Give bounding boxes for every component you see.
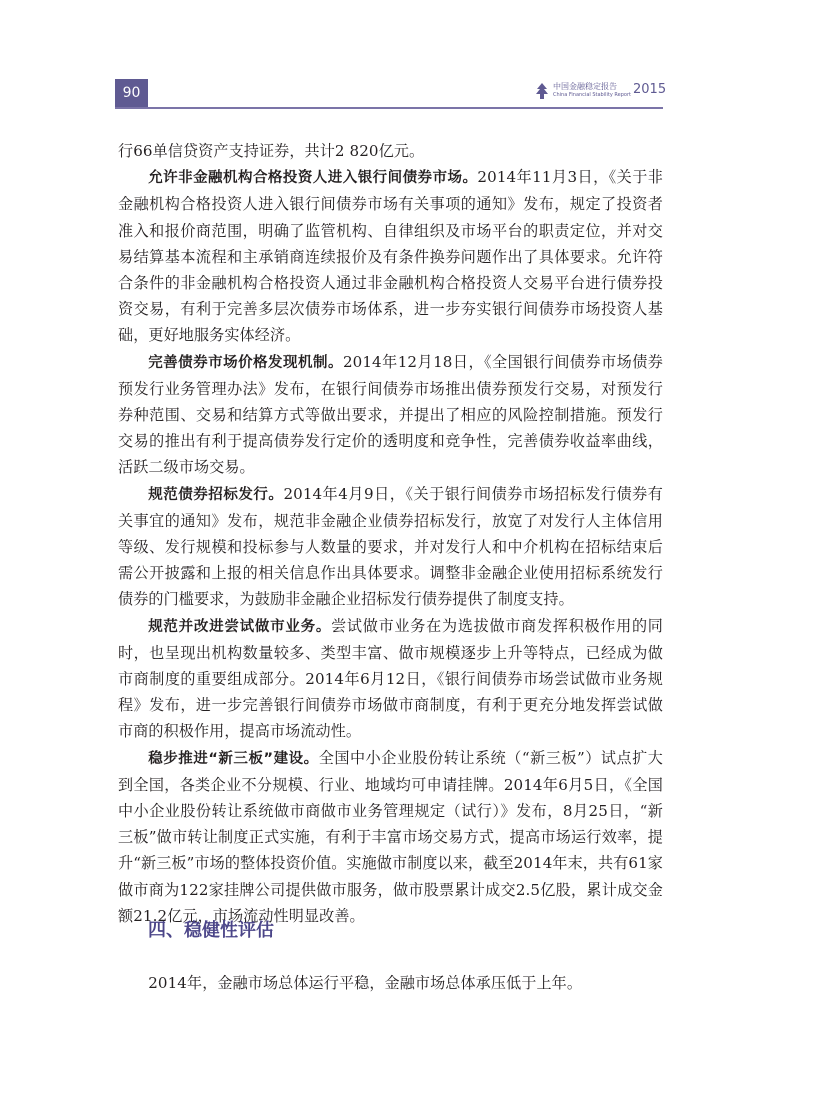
paragraph-lead: 规范债券招标发行。 [148, 486, 284, 503]
closing-paragraph: 2014年，金融市场总体运行平稳，金融市场总体承压低于上年。 [148, 974, 583, 992]
paragraph-lead: 规范并改进尝试做市业务。 [148, 618, 332, 635]
paragraph [118, 481, 663, 613]
closing-block [118, 970, 663, 996]
paragraph-text: 2014年11月3日，《关于非金融机构合格投资人进入银行间债券市场有关事项的通知》发布，规定了投资者准入和报价商范围，明确了监管机构、自律组织及市场平台的职责定位，并对交易结算基本流程和主承销商连续报价及有条件换券问题作出了具体要求。允许符合条件的非金融机构合格投资人通过非金融机构合格投资人交易平台进行债券投资交易，有利于完善多层次债券市场体系，进一步夯实银行间债券市场投资人基础，更好地服务实体经济。 [118, 168, 663, 345]
logo-title-en: China Financial Stability Report [553, 92, 631, 98]
paragraph [118, 745, 663, 929]
section-heading: 四、稳健性评估 [148, 920, 274, 941]
paragraph-text: 尝试做市业务在为选拔做市商发挥积极作用的同时，也呈现出机构数量较多、类型丰富、做市规模逐步上升等特点，已经成为做市商制度的重要组成部分。2014年6月12日，《银行间债券市场尝试做市业务规程》发布，进一步完善银行间债券市场做市商制度，有利于更充分地发挥尝试做市商的积极作用，提高市场流动性。 [118, 616, 663, 741]
pagoda-icon [533, 82, 551, 100]
paragraph [118, 164, 663, 348]
body-text [118, 138, 663, 929]
paragraph [118, 138, 663, 164]
paragraph-text: 全国中小企业股份转让系统（“新三板”）试点扩大到全国，各类企业不分规模、行业、地域均可申请挂牌。2014年6月5日，《全国中小企业股份转让系统做市商做市业务管理规定（试行）》发布，8月25日，“新三板”做市转让制度正式实施，有利于丰富市场交易方式，提高市场运行效率，提升“新三板”市场的整体投资价值。实施做市制度以来，截至2014年末，共有61家做市商为122家挂牌公司提供做市服务，做市股票累计成交2.5亿股，累计成交金额21.2亿元，市场流动性明显改善。 [118, 748, 663, 925]
paragraph-text: 2014年12月18日，《全国银行间债券市场债券预发行业务管理办法》发布，在银行间债券市场推出债券预发行交易，对预发行券种范围、交易和结算方式等做出要求，并提出了相应的风险控制措施。预发行交易的推出有利于提高债券发行定价的透明度和竞争性，完善债券收益率曲线，活跃二级市场交易。 [118, 352, 663, 477]
paragraph-lead: 完善债券市场价格发现机制。 [148, 354, 343, 371]
paragraph [118, 613, 663, 745]
logo-title-cn: 中国金融稳定报告 [553, 82, 617, 91]
paragraph [118, 349, 663, 481]
paragraph-lead: 稳步推进“新三板”建设。 [148, 750, 319, 767]
paragraph-text: 2014年4月9日，《关于银行间债券市场招标发行债券有关事宜的通知》发布，规范非金融企业债券招标发行，放宽了对发行人主体信用等级、发行规模和投标参与人数量的要求，并对发行人和中介机构在招标结束后需公开披露和上报的相关信息作出具体要求。调整非金融企业使用招标系统发行债券的门槛要求，为鼓励非金融企业招标发行债券提供了制度支持。 [118, 484, 663, 609]
logo-year: 2015 [633, 82, 667, 97]
paragraph-lead: 允许非金融机构合格投资人进入银行间债券市场。 [148, 170, 478, 187]
paragraph-text: 行66单信贷资产支持证券，共计2 820亿元。 [118, 142, 425, 160]
page-number: 90 [115, 79, 148, 107]
report-logo [533, 80, 667, 104]
